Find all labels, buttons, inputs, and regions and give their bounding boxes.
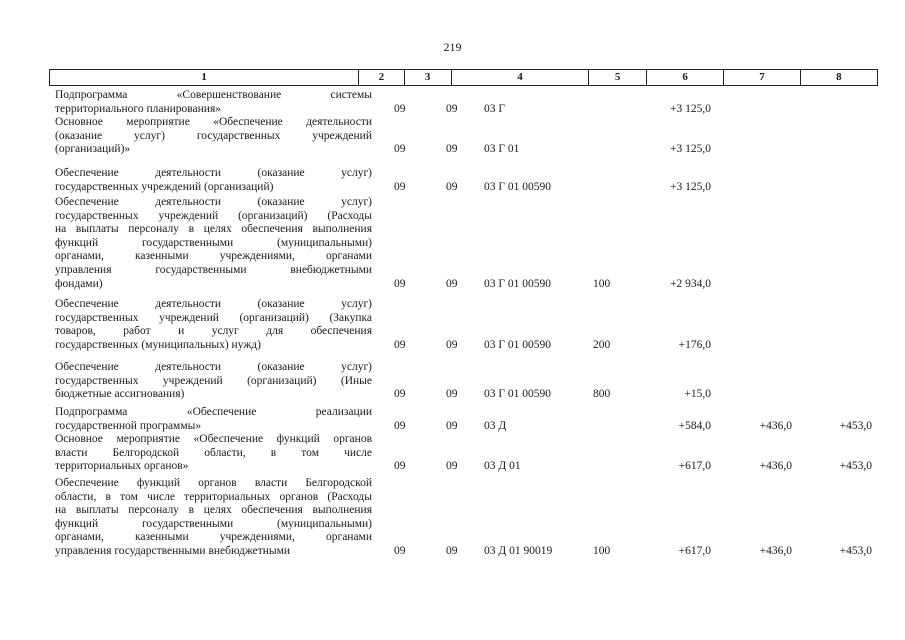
row-description [55, 298, 372, 352]
description-line: функций государственными (муниципальными) [55, 236, 372, 249]
cell-c2: 09 [394, 388, 406, 401]
description-line: Обеспечение деятельности (оказание услуг) [55, 298, 372, 310]
cell-c4: 03 Г 01 00590 [484, 388, 552, 401]
description-line: Обеспечение деятельности (оказание услуг) [55, 196, 372, 208]
cell-c7: +436,0 [759, 545, 792, 557]
cell-c4: 03 Г 01 00590 [484, 338, 552, 351]
cell-c6: +3 125,0 [670, 143, 711, 156]
header-col-6: 6 [647, 70, 724, 85]
cell-c3: 09 [446, 180, 458, 193]
description-line: Основное мероприятие «Обеспечение функций органов [55, 433, 372, 445]
cell-c4: 03 Д 01 [484, 460, 521, 473]
cell-c4: 03 Д [484, 419, 507, 432]
cell-c4: 03 Г 01 00590 [484, 180, 552, 193]
description-line: органами, казенными учреждениями, органами [55, 531, 372, 544]
table-row [0, 361, 905, 402]
row-description [55, 167, 372, 194]
description-line: товаров, работ и услуг для обеспечения [55, 325, 372, 338]
cell-c2: 09 [394, 419, 406, 432]
description-line: государственных учреждений (организаций) (Закупка [55, 311, 372, 324]
table-row [0, 116, 905, 157]
cell-c2: 09 [394, 180, 406, 193]
row-description [55, 406, 372, 433]
cell-c5: 200 [593, 338, 611, 351]
cell-c6: +584,0 [678, 419, 711, 432]
header-col-5: 5 [589, 70, 647, 85]
description-line: бюджетные ассигнования) [55, 388, 185, 401]
description-line: территориальных органов» [55, 460, 189, 473]
description-line: на выплаты персоналу в целях обеспечения выполнения [55, 223, 372, 236]
cell-c4: 03 Г 01 00590 [484, 277, 552, 290]
description-line: (организаций)» [55, 143, 131, 156]
cell-c2: 09 [394, 460, 406, 473]
description-line: государственных учреждений (организаций) [55, 180, 274, 193]
cell-c3: 09 [446, 419, 458, 432]
cell-c3: 09 [446, 545, 458, 557]
cell-c3: 09 [446, 277, 458, 290]
description-line: власти Белгородской области, в том числе [55, 446, 372, 459]
table-row [0, 433, 905, 474]
table-row [0, 477, 905, 559]
cell-c8: +453,0 [839, 419, 872, 432]
header-col-7: 7 [724, 70, 800, 85]
description-line: государственной программы» [55, 419, 202, 432]
cell-c3: 09 [446, 460, 458, 473]
row-description [55, 433, 372, 474]
description-line: Обеспечение деятельности (оказание услуг) [55, 361, 372, 373]
cell-c2: 09 [394, 277, 406, 290]
cell-c8: +453,0 [839, 460, 872, 473]
description-line: Основное мероприятие «Обеспечение деятельности [55, 116, 372, 128]
cell-c6: +2 934,0 [670, 277, 711, 290]
header-col-2: 2 [359, 70, 404, 85]
description-line: области, в том числе территориальных органов (Расходы [55, 490, 372, 503]
table-row [0, 298, 905, 352]
description-line: государственных учреждений (организаций) (Расходы [55, 209, 372, 222]
cell-c6: +3 125,0 [670, 180, 711, 193]
description-line: на выплаты персоналу в целях обеспечения выполнения [55, 504, 372, 517]
table-row [0, 406, 905, 433]
cell-c3: 09 [446, 388, 458, 401]
header-col-4: 4 [452, 70, 590, 85]
description-line: (оказание услуг) государственных учреждений [55, 129, 372, 142]
cell-c6: +617,0 [678, 460, 711, 473]
row-description [55, 361, 372, 402]
page-number: 219 [443, 40, 462, 54]
cell-c6: +617,0 [678, 545, 711, 557]
description-line: Обеспечение функций органов власти Белгородской [55, 477, 372, 489]
cell-c2: 09 [394, 338, 406, 351]
description-line: территориального планирования» [55, 102, 221, 115]
table-row [0, 89, 905, 116]
cell-c3: 09 [446, 143, 458, 156]
cell-c4: 03 Г 01 [484, 143, 520, 156]
row-description [55, 196, 372, 291]
cell-c6: +3 125,0 [670, 102, 711, 115]
row-description [55, 477, 372, 559]
cell-c3: 09 [446, 338, 458, 351]
cell-c2: 09 [394, 102, 406, 115]
cell-c5: 800 [593, 388, 611, 401]
description-line: функций государственными (муниципальными) [55, 517, 372, 530]
cell-c5: 100 [593, 545, 611, 557]
description-line: Подпрограмма «Совершенствование системы [55, 89, 372, 101]
table-header-row [49, 69, 878, 86]
description-line: Обеспечение деятельности (оказание услуг) [55, 167, 372, 179]
cell-c8: +453,0 [839, 545, 872, 557]
header-col-8: 8 [836, 71, 842, 83]
cell-c3: 09 [446, 102, 458, 115]
description-line: управления государственными внебюджетными [55, 544, 291, 557]
cell-c5: 100 [593, 277, 611, 290]
description-line: фондами) [55, 277, 103, 290]
header-col-3: 3 [405, 70, 452, 85]
description-line: государственных (муниципальных) нужд) [55, 338, 261, 351]
row-description [55, 116, 372, 157]
table-row [0, 167, 905, 194]
description-line: государственных учреждений (организаций) (Иные [55, 374, 372, 387]
cell-c7: +436,0 [759, 419, 792, 432]
description-line: управления государственными внебюджетными [55, 263, 372, 276]
cell-c4: 03 Д 01 90019 [484, 545, 553, 557]
cell-c4: 03 Г [484, 102, 506, 115]
cell-c7: +436,0 [759, 460, 792, 473]
cell-c6: +15,0 [684, 388, 711, 401]
cell-c2: 09 [394, 143, 406, 156]
row-description [55, 89, 372, 116]
cell-c6: +176,0 [678, 338, 711, 351]
header-col-1: 1 [50, 70, 359, 85]
table-row [0, 196, 905, 291]
cell-c2: 09 [394, 545, 406, 557]
description-line: Подпрограмма «Обеспечение реализации [55, 406, 372, 418]
description-line: органами, казенными учреждениями, органами [55, 250, 372, 263]
